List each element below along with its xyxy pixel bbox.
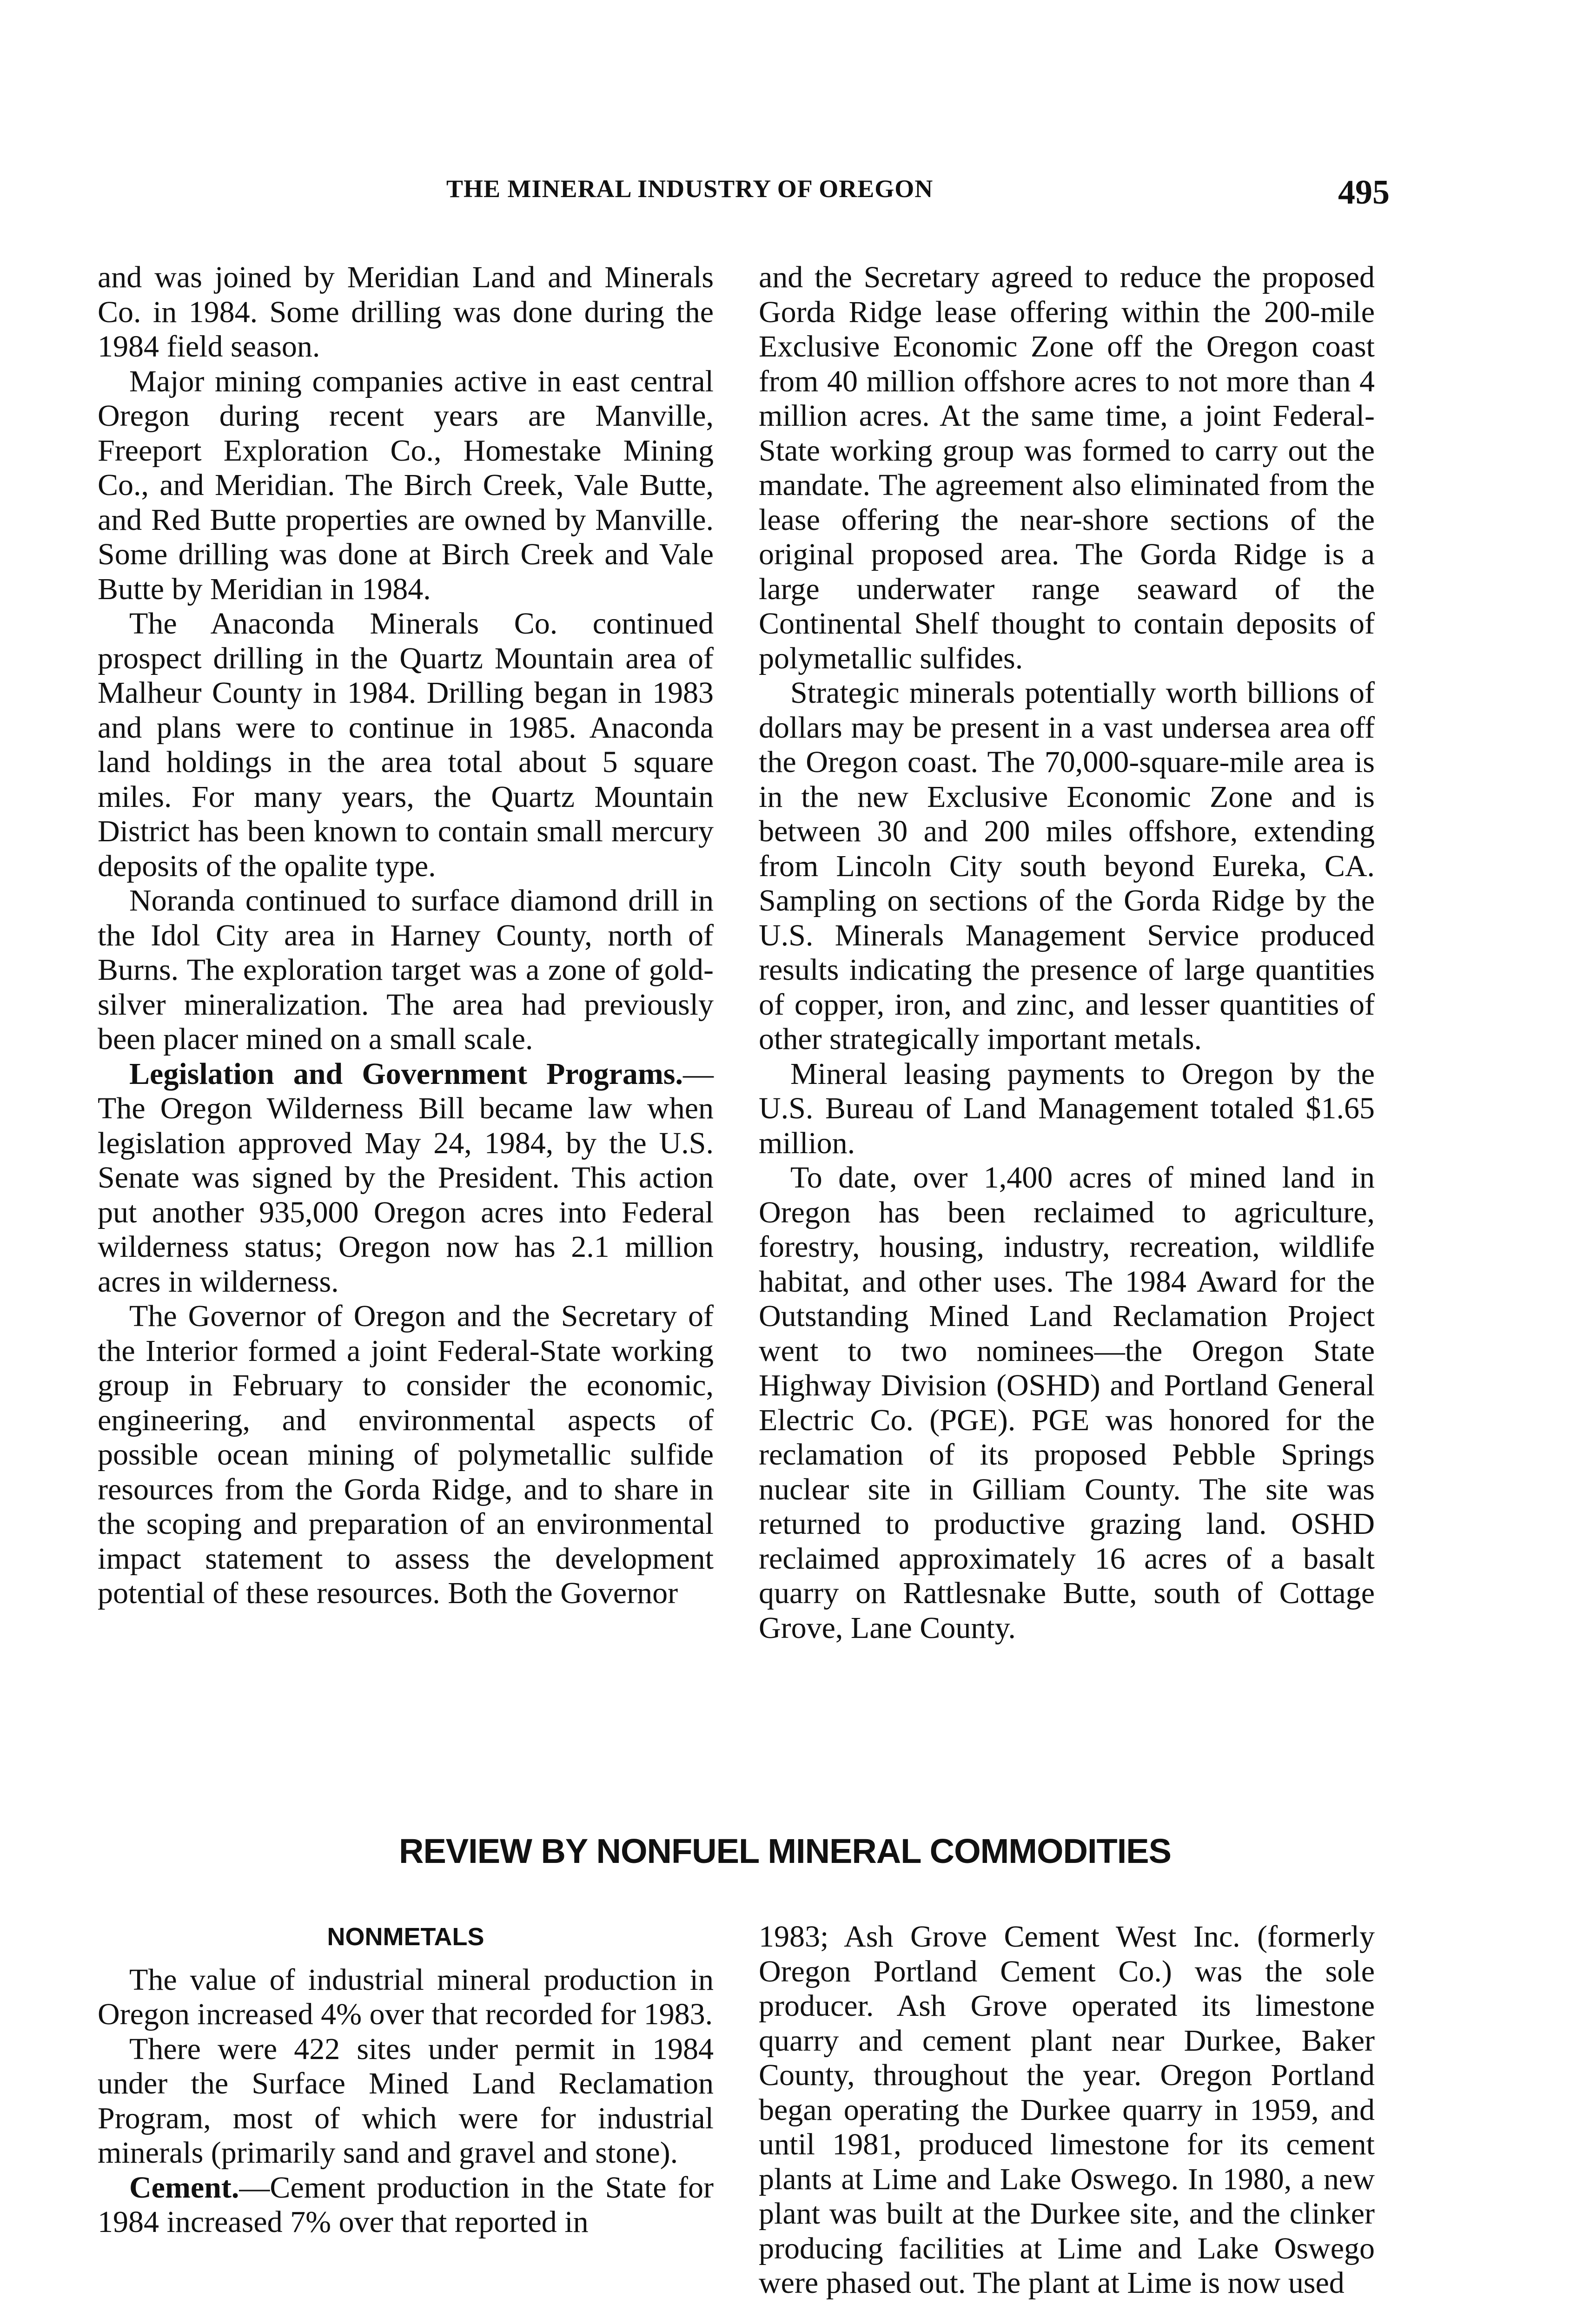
paragraph: and was joined by Meridian Land and Minerals Co. in 1984. Some drilling was done during the 1984 field season. [98, 260, 714, 363]
paragraph: The Governor of Oregon and the Secretary of the Interior formed a joint Federal-State working group in February to consider the economic, engineering, and environmental aspects of possible ocean mining of polymetallic sulfide resources from the Gorda Ridge, and to share in the scoping and preparation of an environmental impact statement to assess the development potential of these resources. Both the Governor [98, 1299, 714, 1610]
text-column-left-top [98, 260, 714, 1611]
paragraph [98, 2171, 714, 2240]
text-column-right-top [759, 260, 1375, 1645]
running-head: THE MINERAL INDUSTRY OF OREGON [446, 175, 934, 203]
paragraph-text: —The Oregon Wilderness Bill became law when legislation approved May 24, 1984, by the U.S. Senate was signed by the President. This action put another 935,000 Oregon acres into Federal wilderness status; Oregon now has 2.1 million acres in wilderness. [98, 1056, 714, 1299]
paragraph: Mineral leasing payments to Oregon by the U.S. Bureau of Land Management totaled $1.65 million. [759, 1056, 1375, 1160]
text-column-right-bottom [759, 1920, 1375, 2301]
paragraph: Major mining companies active in east central Oregon during recent years are Manville, Freeport Exploration Co., Homestake Mining Co., and Meridian. The Birch Creek, Vale Butte, and Red Butte properties are owned by Manville. Some drilling was done at Birch Creek and Vale Butte by Meridian in 1984. [98, 364, 714, 606]
paragraph-text: —Cement production in the State for 1984 increased 7% over that reported in [98, 2170, 714, 2239]
paragraph: 1983; Ash Grove Cement West Inc. (formerly Oregon Portland Cement Co.) was the sole producer. Ash Grove operated its limestone quarry and cement plant near Durkee, Baker County, throughout the year. Oregon Portland began operating the Durkee quarry in 1959, and until 1981, produced limestone for its cement plants at Lime and Lake Oswego. In 1980, a new plant was built at the Durkee site, and the clinker producing facilities at Lime and Lake Oswego were phased out. The plant at Lime is now used [759, 1920, 1375, 2300]
paragraph: Strategic minerals potentially worth billions of dollars may be present in a vast undersea area off the Oregon coast. The 70,000-square-mile area is in the new Exclusive Economic Zone and is between 30 and 200 miles offshore, extending from Lincoln City south beyond Eureka, CA. Sampling on sections of the Gorda Ridge by the U.S. Minerals Management Service produced results indicating the presence of large quantities of copper, iron, and zinc, and lesser quantities of other strategically important metals. [759, 676, 1375, 1056]
paragraph: Noranda continued to surface diamond drill in the Idol City area in Harney County, north of Burns. The exploration target was a zone of gold-silver mineralization. The area had previously been placer mined on a small scale. [98, 884, 714, 1056]
text-column-left-bottom [98, 1920, 714, 2240]
paragraph: To date, over 1,400 acres of mined land in Oregon has been reclaimed to agriculture, forestry, housing, industry, recreation, wildlife habitat, and other uses. The 1984 Award for the Outstanding Mined Land Reclamation Project went to two nominees—the Oregon State Highway Division (OSHD) and Portland General Electric Co. (PGE). PGE was honored for the reclamation of its proposed Pebble Springs nuclear site in Gilliam County. The site was returned to productive grazing land. OSHD reclaimed approximately 16 acres of a basalt quarry on Rattlesnake Butte, south of Cottage Grove, Lane County. [759, 1161, 1375, 1645]
section-heading: REVIEW BY NONFUEL MINERAL COMMODITIES [399, 1832, 1171, 1870]
paragraph [98, 1057, 714, 1300]
runin-heading: Legislation and Government Programs. [129, 1056, 683, 1091]
paragraph: and the Secretary agreed to reduce the proposed Gorda Ridge lease offering within the 200-mile Exclusive Economic Zone off the Oregon coast from 40 million offshore acres to not more than 4 million acres. At the same time, a joint Federal-State working group was formed to carry out the mandate. The agreement also eliminated from the lease offering the near-shore sections of the original proposed area. The Gorda Ridge is a large underwater range seaward of the Continental Shelf thought to contain deposits of polymetallic sulfides. [759, 260, 1375, 675]
page-number: 495 [1338, 173, 1390, 211]
paragraph: The value of industrial mineral production in Oregon increased 4% over that recorded for 1983. [98, 1962, 714, 2031]
paragraph: There were 422 sites under permit in 1984 under the Surface Mined Land Reclamation Program, most of which were for industrial minerals (primarily sand and gravel and stone). [98, 2032, 714, 2170]
paragraph: The Anaconda Minerals Co. continued prospect drilling in the Quartz Mountain area of Malheur County in 1984. Drilling began in 1983 and plans were to continue in 1985. Anaconda land holdings in the area total about 5 square miles. For many years, the Quartz Mountain District has been known to contain small mercury deposits of the opalite type. [98, 607, 714, 883]
runin-heading: Cement. [129, 2170, 239, 2205]
sub-heading: NONMETALS [327, 1923, 484, 1951]
